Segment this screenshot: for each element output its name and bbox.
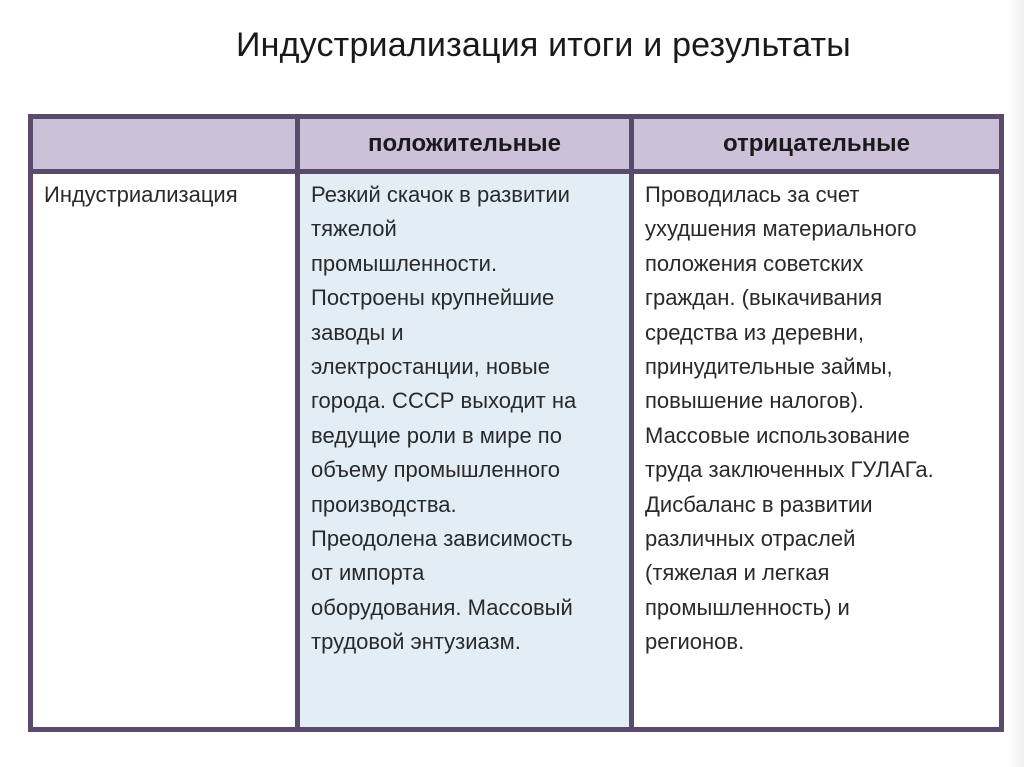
negative-text-line: граждан. (выкачивания (645, 285, 883, 311)
positive-text-line: производства. (311, 491, 457, 517)
negative-text-line: повышение налогов). (645, 388, 864, 414)
positive-text-line: Преодолена зависимость (311, 526, 573, 552)
positive-text-line: Построены крупнейшие (311, 285, 555, 311)
positive-text-line: заводы и (311, 319, 404, 345)
positive-text-line: тяжелой (311, 216, 397, 242)
page-title: Индустриализация итоги и результаты (236, 26, 851, 64)
negative-cell (634, 174, 999, 727)
negative-text-line: различных отраслей (645, 526, 856, 552)
negative-text-line: труда заключенных ГУЛАГа. (645, 457, 934, 483)
header-cell-empty (33, 119, 295, 169)
negative-text-line: Дисбаланс в развитии (645, 491, 873, 517)
negative-text-line: принудительные займы, (645, 354, 893, 380)
positive-text-line: ведущие роли в мире по (311, 422, 562, 448)
negative-text-line: ухудшения материального (645, 216, 917, 242)
positive-text-line: города. СССР выходит на (311, 388, 577, 414)
negative-text-line: промышленность) и (645, 594, 850, 620)
positive-text-line: оборудования. Массовый (311, 594, 573, 620)
negative-text-line: положения советских (645, 250, 864, 276)
negative-text-line: (тяжелая и легкая (645, 560, 830, 586)
header-cell-negative: отрицательные (634, 119, 999, 169)
positive-cell (300, 174, 629, 727)
negative-text-line: средства из деревни, (645, 319, 864, 345)
row-label: Индустриализация (44, 182, 238, 207)
positive-text-line: объему промышленного (311, 457, 560, 483)
negative-text-line: регионов. (645, 629, 745, 655)
positive-text-line: промышленности. (311, 250, 498, 276)
positive-text-line: трудовой энтузиазм. (311, 629, 521, 655)
row-label-cell (33, 174, 295, 727)
positive-text-line: электростанции, новые (311, 354, 550, 380)
negative-text-line: Массовые использование (645, 422, 910, 448)
positive-text-line: от импорта (311, 560, 425, 586)
header-cell-positive: положительные (300, 119, 629, 169)
positive-text-line: Резкий скачок в развитии (311, 182, 570, 207)
results-table (28, 114, 1004, 732)
negative-text-line: Проводилась за счет (645, 182, 860, 207)
